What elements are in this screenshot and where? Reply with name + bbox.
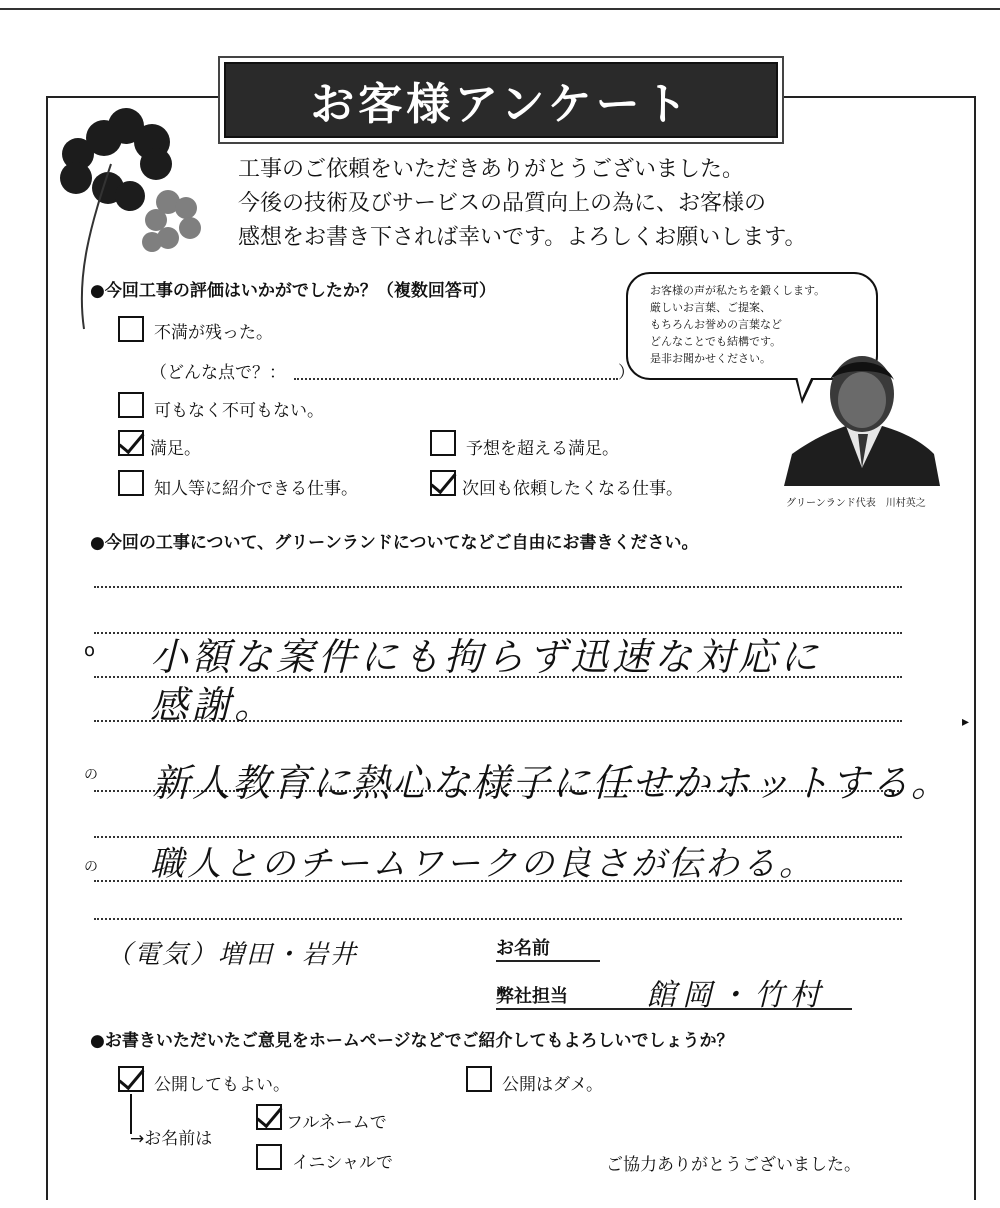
checkbox-neutral[interactable] <box>118 392 144 418</box>
option-fullname: フルネームで <box>286 1113 387 1133</box>
comment-text: 感謝。 <box>150 683 277 727</box>
option-recommend: 知人等に紹介できる仕事。 <box>154 479 358 499</box>
reason-input-line[interactable] <box>294 378 618 380</box>
option-public-no: 公開はダメ。 <box>502 1075 603 1095</box>
bubble-line: どんなことでも結構です。 <box>650 335 782 348</box>
top-rule <box>0 8 1000 10</box>
intro-line-3: 感想をお書き下されば幸いです。よろしくお願いします。 <box>238 225 807 250</box>
intro-line-1: 工事のご依頼をいただきありがとうございました。 <box>238 157 745 182</box>
checkbox-public-ok[interactable] <box>118 1066 144 1092</box>
option-neutral: 可もなく不可もない。 <box>154 401 324 421</box>
section2-question: ●今回の工事について、グリーンランドについてなどご自由にお書きください。 <box>90 533 699 553</box>
name-arrow-label: →お名前は <box>130 1129 213 1149</box>
option-initial: イニシャルで <box>292 1153 393 1173</box>
checkbox-fullname[interactable] <box>256 1104 282 1130</box>
checkbox-dissatisfied[interactable] <box>118 316 144 342</box>
option-satisfied: 満足。 <box>150 439 201 459</box>
comment-line-1 <box>94 586 902 588</box>
staff-label: 弊社担当 <box>496 986 568 1007</box>
representative-caption: グリーンランド代表 川村英之 <box>786 498 926 509</box>
comment-bullet: o <box>84 640 96 661</box>
comment-bullet: の <box>84 767 98 783</box>
section3-question: ●お書きいただいたご意見をホームページなどでご紹介してもよろしいでしょうか？ <box>90 1031 734 1051</box>
representative-photo <box>784 350 940 486</box>
name-label: お名前 <box>496 938 550 959</box>
reason-prompt-close: ） <box>618 363 635 383</box>
bubble-line: もちろんお誉めの言葉など <box>650 318 782 331</box>
option-dissatisfied: 不満が残った。 <box>154 323 273 343</box>
bubble-line: 厳しいお言葉、ご提案、 <box>650 301 771 314</box>
intro-line-2: 今後の技術及びサービスの品質向上の為に、お客様の <box>238 191 767 216</box>
bubble-line: 是非お聞かせください。 <box>650 352 771 365</box>
checkbox-recommend[interactable] <box>118 470 144 496</box>
respondent-dept: （電気）増田・岩井 <box>106 940 359 970</box>
option-again: 次回も依頼したくなる仕事。 <box>462 479 683 499</box>
checkbox-satisfied[interactable] <box>118 430 144 456</box>
page-title: お客様アンケート <box>224 62 778 138</box>
checkbox-again[interactable] <box>430 470 456 496</box>
comment-text: 新人教育に熱心な様子に任せかホットする。 <box>152 761 951 805</box>
checkbox-initial[interactable] <box>256 1144 282 1170</box>
option-beyond: 予想を超える満足。 <box>466 439 619 459</box>
checkbox-beyond[interactable] <box>430 430 456 456</box>
comment-line-8 <box>94 918 902 920</box>
comment-text: 小額な案件にも拘らず迅速な対応に <box>150 635 823 679</box>
comment-bullet: の <box>84 859 98 875</box>
option-public-ok: 公開してもよい。 <box>154 1075 290 1095</box>
bubble-line: お客様の声が私たちを鍛くします。 <box>650 284 826 297</box>
comment-text: 職人とのチームワークの良さが伝わる。 <box>150 844 816 884</box>
reason-prompt-open: （どんな点で？： <box>150 363 286 383</box>
margin-marker: ▸ <box>962 714 970 730</box>
thanks-text: ご協力ありがとうございました。 <box>606 1155 861 1175</box>
name-underline <box>496 960 600 962</box>
checkbox-public-no[interactable] <box>466 1066 492 1092</box>
staff-value: 館岡・竹村 <box>646 978 826 1013</box>
section1-question: ●今回工事の評価はいかがでしたか？（複数回答可） <box>90 281 496 301</box>
